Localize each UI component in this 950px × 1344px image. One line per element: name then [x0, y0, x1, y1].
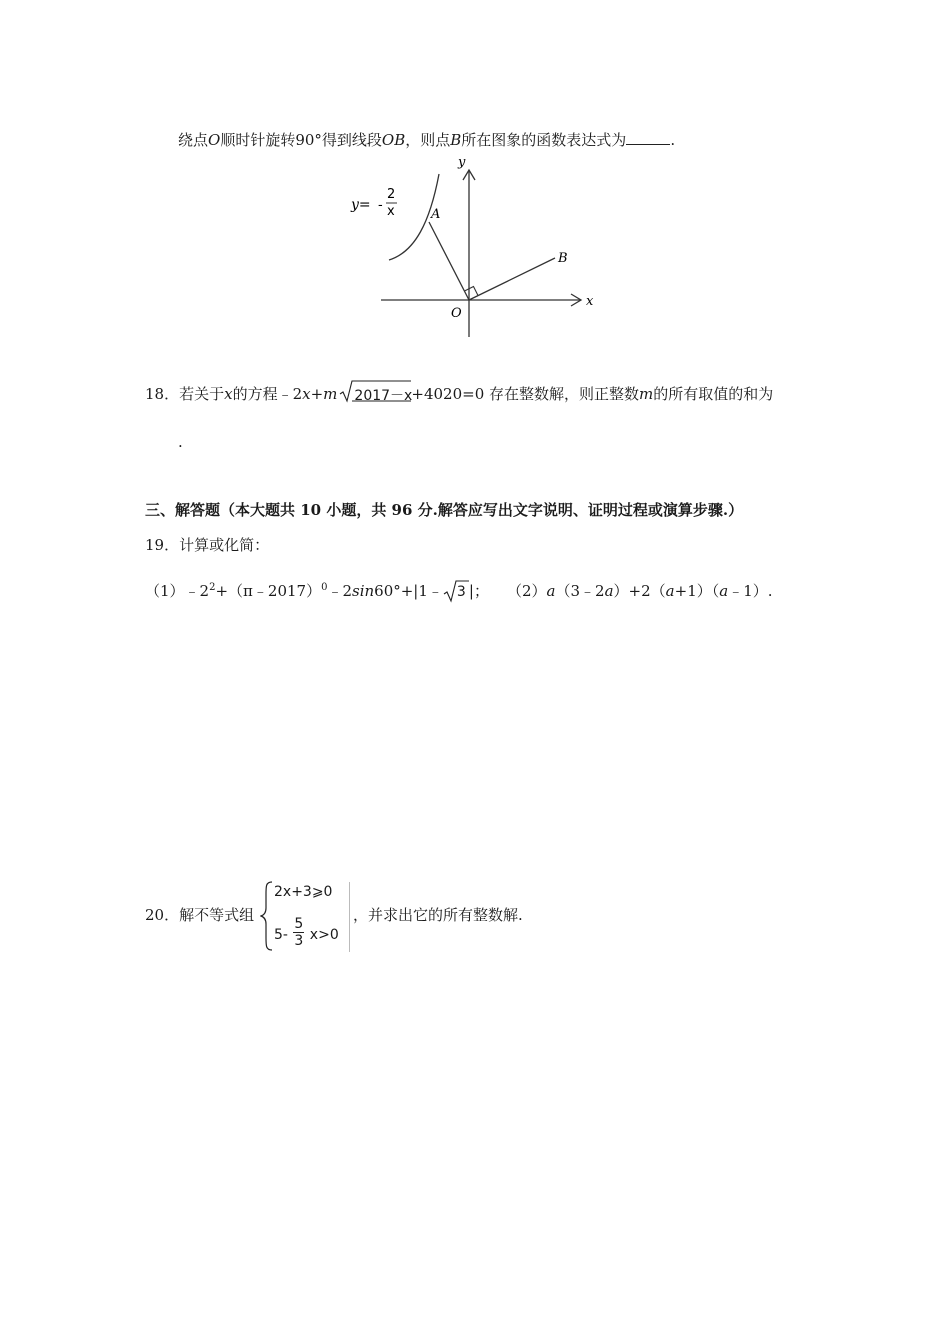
point-label-O: O: [451, 306, 462, 321]
sqrt-sign-icon: [443, 579, 469, 603]
func-minus: -: [378, 198, 383, 213]
axis-label-x: x: [586, 294, 594, 309]
left-brace-icon: [260, 880, 274, 952]
q18-line: 18．若关于x的方程﹣2x+m 2017－x+4020=0 存在整数解，则正整数m的所有取值的和为: [145, 383, 773, 405]
var-OB: OB: [381, 131, 406, 149]
q19-number: 19．: [145, 536, 180, 554]
inequality-2: 5- $\frac{5}{3}$ x>0: [274, 916, 339, 949]
inequality-system: [260, 880, 355, 954]
q17-text-line: 绕点O顺时针旋转90°得到线段OB，则点B所在图象的函数表达式为 .: [178, 131, 676, 149]
inequality-1: 2x+3⩾0: [274, 884, 333, 900]
q20-line-left: 20．解不等式组: [145, 906, 255, 924]
point-label-B: B: [558, 251, 568, 266]
sqrt-expression: 2017－x: [339, 385, 411, 405]
q18-number: 18．: [145, 385, 180, 403]
sqrt-sign-icon: [339, 379, 411, 403]
system-right-rule: [349, 882, 350, 952]
q20-number: 20．: [145, 906, 180, 924]
func-label-y: y=: [351, 197, 371, 213]
var-B: B: [450, 131, 462, 149]
func-denominator: x: [387, 204, 395, 219]
section-3-title: 三、解答题（本大题共 10 小题，共 96 分.解答应写出文字说明、证明过程或演算步骤.）: [145, 501, 744, 519]
q20-line-right: ，并求出它的所有整数解.: [353, 906, 523, 924]
q19-part2: （2）a（3﹣2a）+2（a+1）（a﹣1）.: [507, 582, 773, 600]
sqrt-3: 3: [443, 584, 469, 600]
q19-part1: $(1)﹣2^2+(\pi﹣2017)^0﹣2\sin 60^\circ+|1﹣$ 3 |；: [145, 580, 489, 601]
func-numerator: 2: [387, 187, 396, 202]
point-label-A: A: [431, 207, 441, 222]
fraction-5-3: $\frac{5}{3}$: [294, 916, 304, 949]
geometry-figure: [345, 152, 605, 342]
axis-label-y: y: [458, 155, 466, 170]
q18-answer-dot: .: [178, 433, 183, 451]
q19-line: 19．计算或化简：: [145, 536, 270, 554]
answer-blank[interactable]: [626, 130, 670, 145]
var-O: O: [208, 131, 221, 149]
